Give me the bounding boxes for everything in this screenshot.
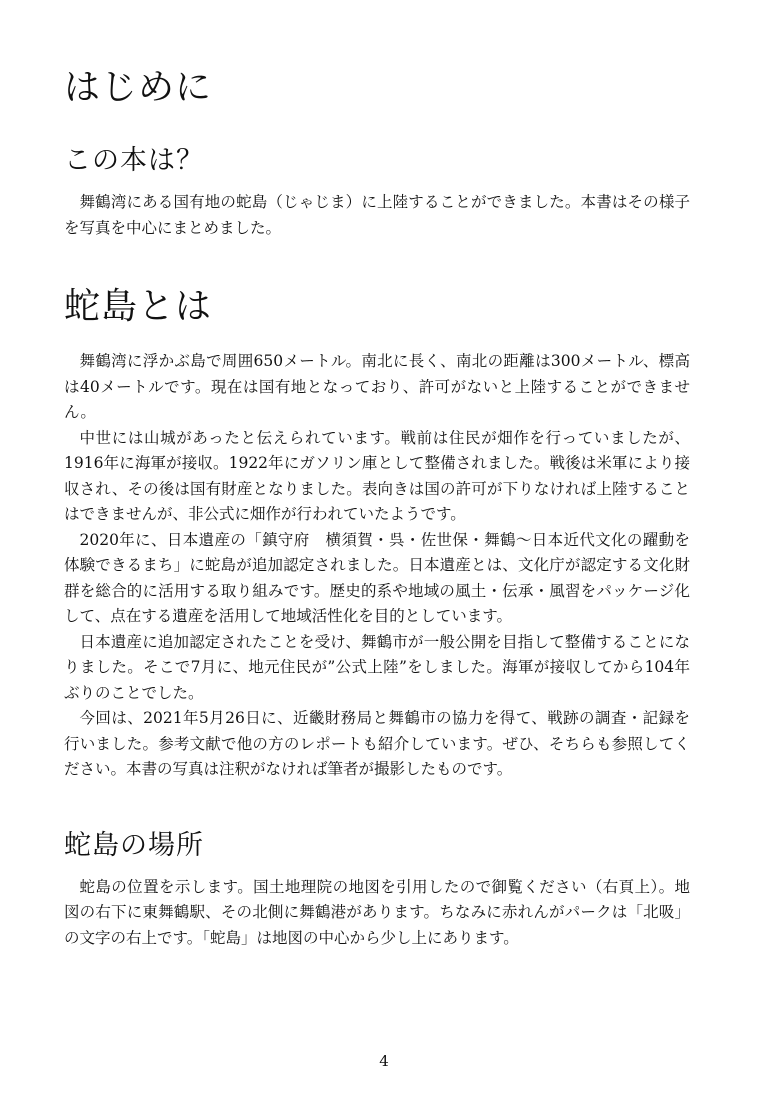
page-title: はじめに: [64, 67, 213, 108]
section-about-book: [64, 190, 690, 241]
paragraph: 今回は、2021年5月26日に、近畿財務局と舞鶴市の協力を得て、戦跡の調査・記録を行いました。参考文献で他の方のレポートも紹介しています。ぜひ、そちらも参照してください。本書の写真は注釈がなければ筆者が撮影したものです。: [64, 709, 690, 778]
paragraph: 舞鶴湾に浮かぶ島で周囲650メートル。南北に長く、南北の距離は300メートル、標高は40メートルです。現在は国有地となっており、許可がないと上陸することができません。: [64, 352, 690, 421]
paragraph: 蛇島の位置を示します。国土地理院の地図を引用したので御覧ください（右頁上）。地図の右下に東舞鶴駅、その北側に舞鶴港があります。ちなみに赤れんがパークは「北吸」の文字の右上です。「蛇島」は地図の中心から少し上にあります。: [64, 877, 690, 947]
section-title-jajima: 蛇島とは: [64, 286, 213, 327]
section-jajima: [64, 349, 690, 783]
section-location: [64, 875, 690, 952]
paragraph: 舞鶴湾にある国有地の蛇島（じゃじま）に上陸することができました。本書はその様子を写真を中心にまとめました。: [64, 193, 690, 237]
paragraph: 日本遺産に追加認定されたことを受け、舞鶴市が一般公開を目指して整備することになりました。そこで7月に、地元住民が”公式上陸”をしました。海軍が接収してから104年ぶりのことでした。: [64, 632, 690, 702]
section-heading-about-book: この本は？: [64, 145, 204, 176]
section-heading-location: 蛇島の場所: [64, 829, 204, 861]
paragraph: 中世には山城があったと伝えられています。戦前は住民が畑作を行っていましたが、1916年に海軍が接収。1922年にガソリン庫として整備されました。戦後は米軍により接収され、その後は国有財産となりました。表向きは国の許可が下りなければ上陸することはできませんが、非公式に畑作が行われていたようです。: [64, 428, 690, 523]
page-number: 4: [379, 1052, 389, 1070]
paragraph: 2020年に、日本遺産の「鎮守府 横須賀・呉・佐世保・舞鶴～日本近代文化の躍動を体験できるまち」に蛇島が追加認定されました。日本遺産とは、文化庁が認定する文化財群を総合的に活用する取り組みです。歴史的系や地域の風土・伝承・風習をパッケージ化して、点在する遺産を活用して地域活性化を目的としています。: [64, 530, 690, 625]
